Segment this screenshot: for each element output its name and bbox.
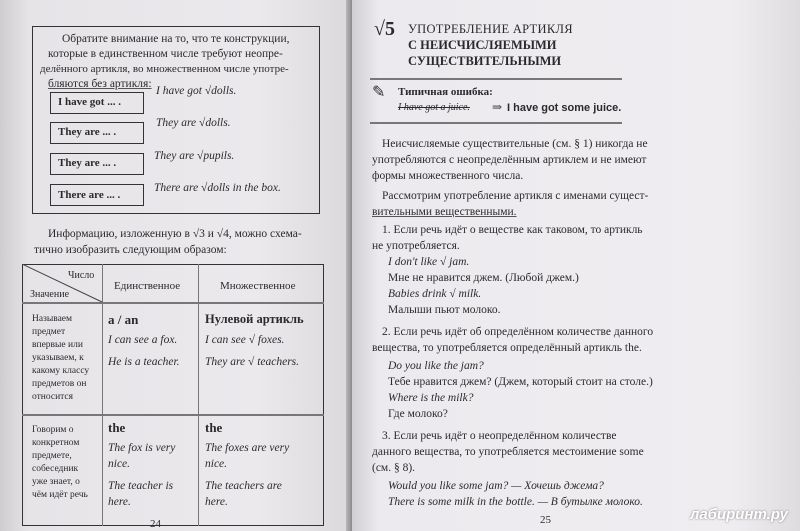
rule1-line-1: 1. Если речь идёт о веществе как таковом, то артикль xyxy=(382,224,643,236)
row2-plural-head: the xyxy=(205,420,223,435)
para1-line-1: Неисчисляемые существительные (см. § 1) никогда не xyxy=(382,138,648,150)
row1-label-2: предмет xyxy=(32,327,66,337)
rule1-ex-3: Babies drink √ milk. xyxy=(388,288,482,300)
rule3-line-1: 3. Если речь идёт о неопределённом количестве xyxy=(382,430,617,442)
row1-singular-ex-2: He is a teacher. xyxy=(108,356,180,368)
intro-line-4: бляются без артикля: xyxy=(48,78,152,90)
row1-label-6: предметов он xyxy=(32,379,87,389)
table-corner-top: Число xyxy=(68,270,95,281)
intro-line-3: делённого артикля, во множественном числе употре- xyxy=(40,63,289,75)
rule2-line-1: 2. Если речь идёт об определённом количестве данного xyxy=(382,326,654,338)
watermark-logo: лабиринт.ру xyxy=(690,506,788,523)
error-bottom-rule xyxy=(370,122,622,124)
example-text-2: They are √dolls. xyxy=(156,117,231,129)
rule2-ex-4: Где молоко? xyxy=(388,408,448,420)
typical-error-wrong: I have got a juice. xyxy=(398,102,470,113)
row2-label-6: чём идёт речь xyxy=(32,490,88,500)
row1-plural-ex-1: I can see √ foxes. xyxy=(205,334,285,346)
row2-label-2: конкретном xyxy=(32,438,80,448)
rule2-ex-2: Тебе нравится джем? (Джем, который стоит на столе.) xyxy=(388,376,653,388)
row1-plural-head: Нулевой артикль xyxy=(205,312,304,326)
para1-line-3: формы множественного числа. xyxy=(372,170,524,182)
row2-singular-ex-3: The teacher is xyxy=(108,480,174,492)
table-col-singular: Единственное xyxy=(114,280,181,292)
para2-line-1: Рассмотрим употребление артикля с именами сущест- xyxy=(382,190,649,202)
left-page-number: 24 xyxy=(150,518,161,530)
rule3-ex-1: Would you like some jam? — Хочешь джема? xyxy=(388,480,604,492)
example-text-3: They are √pupils. xyxy=(154,150,235,162)
typical-error-title: Типичная ошибка: xyxy=(398,86,493,98)
row1-label-1: Называем xyxy=(32,314,73,324)
rule1-ex-2: Мне не нравится джем. (Любой джем.) xyxy=(388,272,579,284)
table-row-line xyxy=(22,414,324,416)
pencil-icon: ✎ xyxy=(372,84,386,101)
section-mark: √5 xyxy=(374,18,395,40)
example-label-3: They are ... . xyxy=(58,157,117,169)
para2-line-2: вительными вещественными. xyxy=(372,206,517,218)
row2-plural-ex-2: nice. xyxy=(205,458,228,470)
heading-line-1: УПОТРЕБЛЕНИЕ АРТИКЛЯ xyxy=(408,22,573,36)
row2-plural-ex-3: The teachers are xyxy=(205,480,282,492)
typical-error-arrow: ⇒ xyxy=(492,100,503,114)
rule1-line-2: не употребляется. xyxy=(372,240,460,252)
rule3-ex-2: There is some milk in the bottle. — В бутылке молоко. xyxy=(388,496,643,508)
row1-label-4: указываем, к xyxy=(32,353,84,363)
row2-singular-ex-4: here. xyxy=(108,496,131,508)
row2-label-4: собеседник xyxy=(32,464,79,474)
row1-label-7: относится xyxy=(32,392,74,402)
table-col-plural: Множественное xyxy=(220,280,296,292)
row1-plural-ex-2: They are √ teachers. xyxy=(205,356,300,368)
table-corner-bottom: Значение xyxy=(30,289,70,300)
row2-singular-ex-2: nice. xyxy=(108,458,131,470)
row1-label-5: какому классу xyxy=(32,366,90,376)
info-line-1: Информацию, изложенную в √3 и √4, можно схема- xyxy=(48,228,302,240)
intro-line-2: которые в единственном числе требуют неопре- xyxy=(48,48,283,60)
left-page xyxy=(0,0,368,531)
row2-plural-ex-1: The foxes are very xyxy=(205,442,290,454)
intro-line-1: Обратите внимание на то, что те конструкции, xyxy=(62,33,290,45)
typical-error-right: I have got some juice. xyxy=(507,102,622,114)
rule3-line-3: (см. § 8). xyxy=(372,462,416,474)
row2-plural-ex-4: here. xyxy=(205,496,228,508)
rule1-ex-4: Малыши пьют молоко. xyxy=(388,304,501,316)
para1-line-2: употребляются с неопределённым артиклем и не имеют xyxy=(372,154,647,166)
row2-singular-head: the xyxy=(108,420,126,435)
rule3-line-2: данного вещества, то употребляется местоимение some xyxy=(372,446,644,458)
info-line-2: тично изобразить следующим образом: xyxy=(34,244,227,256)
example-label-1: I have got ... . xyxy=(58,96,121,108)
rule2-ex-1: Do you like the jam? xyxy=(388,360,484,372)
example-label-2: They are ... . xyxy=(58,126,117,138)
row1-singular-head: a / an xyxy=(108,312,139,327)
rule2-line-2: вещества, то употребляется определённый артикль the. xyxy=(372,342,642,354)
row1-label-3: впервые или xyxy=(32,340,83,350)
example-text-1: I have got √dolls. xyxy=(156,85,237,97)
row1-singular-ex-1: I can see a fox. xyxy=(108,334,178,346)
right-page xyxy=(352,0,800,531)
example-label-4: There are ... . xyxy=(58,189,121,201)
row2-label-3: предмете, xyxy=(32,451,72,461)
rule2-ex-3: Where is the milk? xyxy=(388,392,474,404)
example-text-4: There are √dolls in the box. xyxy=(154,182,281,194)
error-top-rule xyxy=(370,78,622,80)
heading-line-3: СУЩЕСТВИТЕЛЬНЫМИ xyxy=(408,54,562,68)
row2-label-1: Говорим о xyxy=(32,425,74,435)
row2-singular-ex-1: The fox is very xyxy=(108,442,176,454)
heading-line-2: С НЕИСЧИСЛЯЕМЫМИ xyxy=(408,38,557,52)
row2-label-5: уже знает, о xyxy=(32,477,80,487)
right-page-number: 25 xyxy=(540,514,551,526)
rule1-ex-1: I don't like √ jam. xyxy=(388,256,470,268)
